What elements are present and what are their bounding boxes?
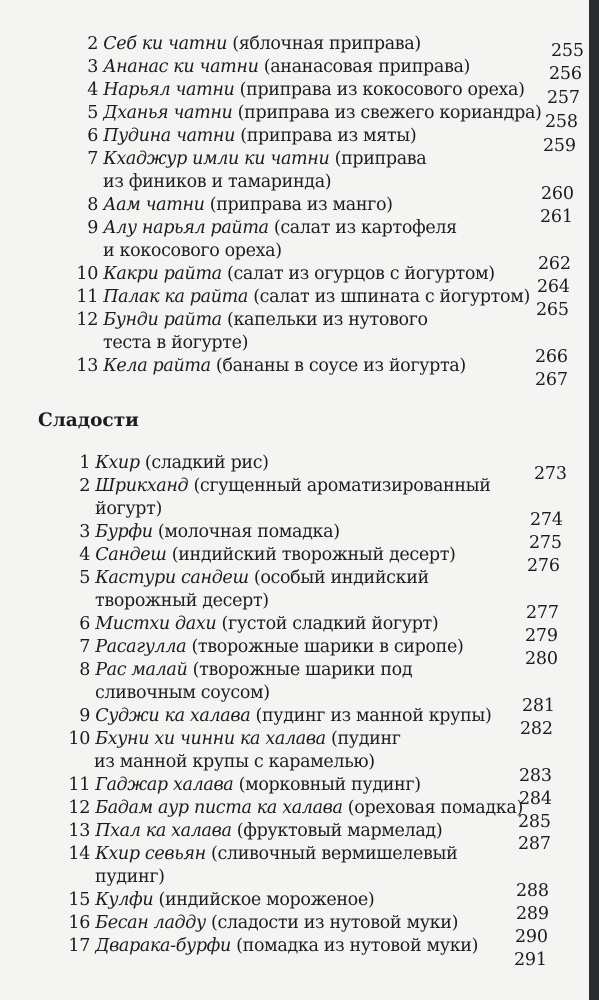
dish-name: Кхир bbox=[95, 453, 140, 473]
toc-item bbox=[68, 476, 491, 496]
dish-name: Дварака-бурфи bbox=[95, 936, 231, 956]
toc-item-continuation: из манной крупы с карамелью) bbox=[94, 752, 375, 772]
dish-name: Пхал ка халава bbox=[95, 821, 232, 841]
item-number: 2 bbox=[79, 476, 90, 496]
page-edge bbox=[589, 0, 599, 1000]
toc-item bbox=[76, 195, 393, 215]
toc-item-continuation: йогурт) bbox=[95, 499, 162, 519]
dish-name: Кастури сандеш bbox=[95, 568, 249, 588]
page-number: 276 bbox=[527, 556, 560, 576]
dish-description: (индийский творожный десерт) bbox=[166, 545, 456, 565]
dish-name: Алу нарьял райта bbox=[103, 218, 269, 238]
toc-item-continuation: пудинг) bbox=[95, 867, 165, 887]
dish-description: (приправа из мяты) bbox=[235, 126, 417, 146]
dish-description: (салат из шпината с йогуртом) bbox=[247, 287, 530, 307]
item-number: 12 bbox=[76, 310, 98, 330]
dish-description: (сладкий рис) bbox=[139, 453, 269, 473]
item-number: 3 bbox=[87, 57, 98, 77]
dish-name: Рас малай bbox=[95, 660, 188, 680]
dish-description: (капельки из нутового bbox=[221, 310, 428, 330]
dish-name: Кела райта bbox=[103, 356, 211, 376]
toc-item bbox=[68, 453, 269, 473]
page-number: 281 bbox=[522, 696, 555, 716]
page-number: 287 bbox=[518, 834, 551, 854]
toc-item bbox=[76, 218, 457, 238]
page-number: 274 bbox=[530, 510, 563, 530]
page-number: 279 bbox=[525, 626, 558, 646]
toc-item bbox=[68, 568, 429, 588]
dish-description: (густой сладкий йогурт) bbox=[216, 614, 439, 634]
dish-name: Себ ки чатни bbox=[103, 34, 228, 54]
toc-item bbox=[76, 126, 416, 146]
toc-item bbox=[68, 522, 340, 542]
item-number: 4 bbox=[79, 545, 90, 565]
item-number: 4 bbox=[87, 80, 98, 100]
dish-name: Пудина чатни bbox=[103, 126, 236, 146]
toc-item bbox=[58, 936, 478, 956]
page-number: 285 bbox=[518, 812, 551, 832]
dish-description: (приправа из манго) bbox=[204, 195, 393, 215]
toc-item bbox=[58, 706, 491, 726]
dish-description: (особый индийский bbox=[248, 568, 429, 588]
toc-item bbox=[58, 844, 457, 864]
page-number: 255 bbox=[551, 41, 584, 61]
dish-name: Бурфи bbox=[95, 522, 153, 542]
dish-name: Бадам аур писта ка халава bbox=[95, 798, 343, 818]
toc-item bbox=[76, 80, 525, 100]
item-number: 13 bbox=[76, 356, 98, 376]
item-number: 8 bbox=[79, 660, 90, 680]
dish-description: (салат из картофеля bbox=[268, 218, 457, 238]
item-number: 14 bbox=[68, 844, 90, 864]
dish-name: Мистхи дахи bbox=[95, 614, 217, 634]
dish-name: Шрикханд bbox=[95, 476, 189, 496]
section-title: Сладости bbox=[38, 410, 139, 431]
dish-description: (ореховая помадка) bbox=[342, 798, 523, 818]
dish-name: Какри райта bbox=[103, 264, 222, 284]
dish-description: (помадка из нутовой муки) bbox=[230, 936, 479, 956]
toc-item-continuation: теста в йогурте) bbox=[103, 333, 249, 353]
toc-item bbox=[76, 103, 542, 123]
toc-item bbox=[58, 729, 401, 749]
item-number: 11 bbox=[76, 287, 98, 307]
page-number: 289 bbox=[516, 904, 549, 924]
item-number: 5 bbox=[79, 568, 90, 588]
dish-description: (молочная помадка) bbox=[152, 522, 340, 542]
dish-name: Кхир севьян bbox=[95, 844, 206, 864]
item-number: 6 bbox=[87, 126, 98, 146]
dish-description: (морковный пудинг) bbox=[233, 775, 421, 795]
dish-name: Аам чатни bbox=[103, 195, 205, 215]
dish-description: (сладости из нутовой муки) bbox=[205, 913, 459, 933]
dish-description: (приправа bbox=[329, 149, 427, 169]
dish-name: Суджи ка халава bbox=[95, 706, 251, 726]
item-number: 5 bbox=[87, 103, 98, 123]
item-number: 10 bbox=[76, 264, 98, 284]
page-number: 260 bbox=[541, 184, 574, 204]
page-number: 284 bbox=[519, 789, 552, 809]
toc-item bbox=[58, 821, 442, 841]
toc-item bbox=[66, 310, 428, 330]
dish-name: Расагулла bbox=[95, 637, 187, 657]
dish-name: Ананас ки чатни bbox=[103, 57, 259, 77]
item-number: 13 bbox=[68, 821, 90, 841]
dish-name: Нарьял чатни bbox=[103, 80, 235, 100]
dish-description: (пудинг bbox=[325, 729, 401, 749]
page-number: 277 bbox=[526, 603, 559, 623]
item-number: 17 bbox=[68, 936, 90, 956]
item-number: 10 bbox=[68, 729, 90, 749]
item-number: 9 bbox=[79, 706, 90, 726]
item-number: 1 bbox=[79, 453, 90, 473]
page-number: 283 bbox=[519, 766, 552, 786]
dish-name: Дханья чатни bbox=[103, 103, 233, 123]
dish-description: (творожные шарики в сиропе) bbox=[186, 637, 464, 657]
dish-name: Бхуни хи чинни ка халава bbox=[95, 729, 326, 749]
toc-item-continuation: и кокосового ореха) bbox=[103, 241, 282, 261]
toc-item bbox=[68, 545, 456, 565]
item-number: 8 bbox=[87, 195, 98, 215]
toc-item bbox=[58, 913, 458, 933]
item-number: 3 bbox=[79, 522, 90, 542]
item-number: 12 bbox=[68, 798, 90, 818]
toc-item bbox=[66, 287, 530, 307]
page-number: 291 bbox=[514, 950, 547, 970]
page-number: 282 bbox=[520, 719, 553, 739]
dish-name: Сандеш bbox=[95, 545, 167, 565]
dish-description: (яблочная приправа) bbox=[227, 34, 421, 54]
page-number: 261 bbox=[540, 207, 573, 227]
page-number: 275 bbox=[529, 533, 562, 553]
item-number: 11 bbox=[68, 775, 90, 795]
dish-description: (индийское мороженое) bbox=[153, 890, 375, 910]
page-number: 290 bbox=[515, 927, 548, 947]
dish-description: (пудинг из манной крупы) bbox=[250, 706, 492, 726]
dish-description: (сгущенный ароматизированный bbox=[188, 476, 491, 496]
page-number: 267 bbox=[535, 370, 568, 390]
dish-description: (ананасовая приправа) bbox=[258, 57, 471, 77]
item-number: 9 bbox=[87, 218, 98, 238]
toc-item-continuation: из фиников и тамаринда) bbox=[103, 172, 332, 192]
page-number: 273 bbox=[534, 464, 567, 484]
page-number: 257 bbox=[547, 88, 580, 108]
page-number: 256 bbox=[549, 64, 582, 84]
toc-item bbox=[58, 798, 523, 818]
dish-description: (фруктовый мармелад) bbox=[231, 821, 443, 841]
item-number: 7 bbox=[79, 637, 90, 657]
page-number: 264 bbox=[537, 277, 570, 297]
item-number: 7 bbox=[87, 149, 98, 169]
item-number: 15 bbox=[68, 890, 90, 910]
toc-item bbox=[68, 637, 463, 657]
dish-description: (бананы в соусе из йогурта) bbox=[210, 356, 466, 376]
page-number: 262 bbox=[538, 254, 571, 274]
dish-name: Палак ка райта bbox=[103, 287, 248, 307]
dish-description: (салат из огурцов с йогуртом) bbox=[221, 264, 495, 284]
toc-item-continuation: творожный десерт) bbox=[95, 591, 269, 611]
toc-item bbox=[76, 34, 421, 54]
item-number: 16 bbox=[68, 913, 90, 933]
dish-name: Кхаджур имли ки чатни bbox=[103, 149, 330, 169]
page-number: 258 bbox=[545, 112, 578, 132]
toc-item bbox=[76, 149, 426, 169]
dish-name: Бунди райта bbox=[103, 310, 222, 330]
dish-description: (приправа из кокосового ореха) bbox=[234, 80, 525, 100]
dish-name: Гаджар халава bbox=[95, 775, 234, 795]
item-number: 2 bbox=[87, 34, 98, 54]
dish-description: (сливочный вермишелевый bbox=[205, 844, 458, 864]
dish-description: (приправа из свежего кориандра) bbox=[232, 103, 542, 123]
page-number: 266 bbox=[535, 347, 568, 367]
page-number: 288 bbox=[516, 881, 549, 901]
page-number: 265 bbox=[536, 300, 569, 320]
toc-item bbox=[58, 890, 374, 910]
dish-name: Бесан ладду bbox=[95, 913, 206, 933]
dish-name: Кулфи bbox=[95, 890, 154, 910]
toc-item bbox=[68, 614, 438, 634]
item-number: 6 bbox=[79, 614, 90, 634]
dish-description: (творожные шарики под bbox=[187, 660, 413, 680]
toc-item bbox=[66, 356, 466, 376]
toc-item bbox=[58, 775, 421, 795]
page-number: 259 bbox=[543, 136, 576, 156]
toc-item bbox=[76, 57, 470, 77]
toc-item bbox=[66, 264, 495, 284]
toc-item bbox=[68, 660, 412, 680]
page-number: 280 bbox=[525, 649, 558, 669]
toc-item-continuation: сливочным соусом) bbox=[95, 683, 270, 703]
